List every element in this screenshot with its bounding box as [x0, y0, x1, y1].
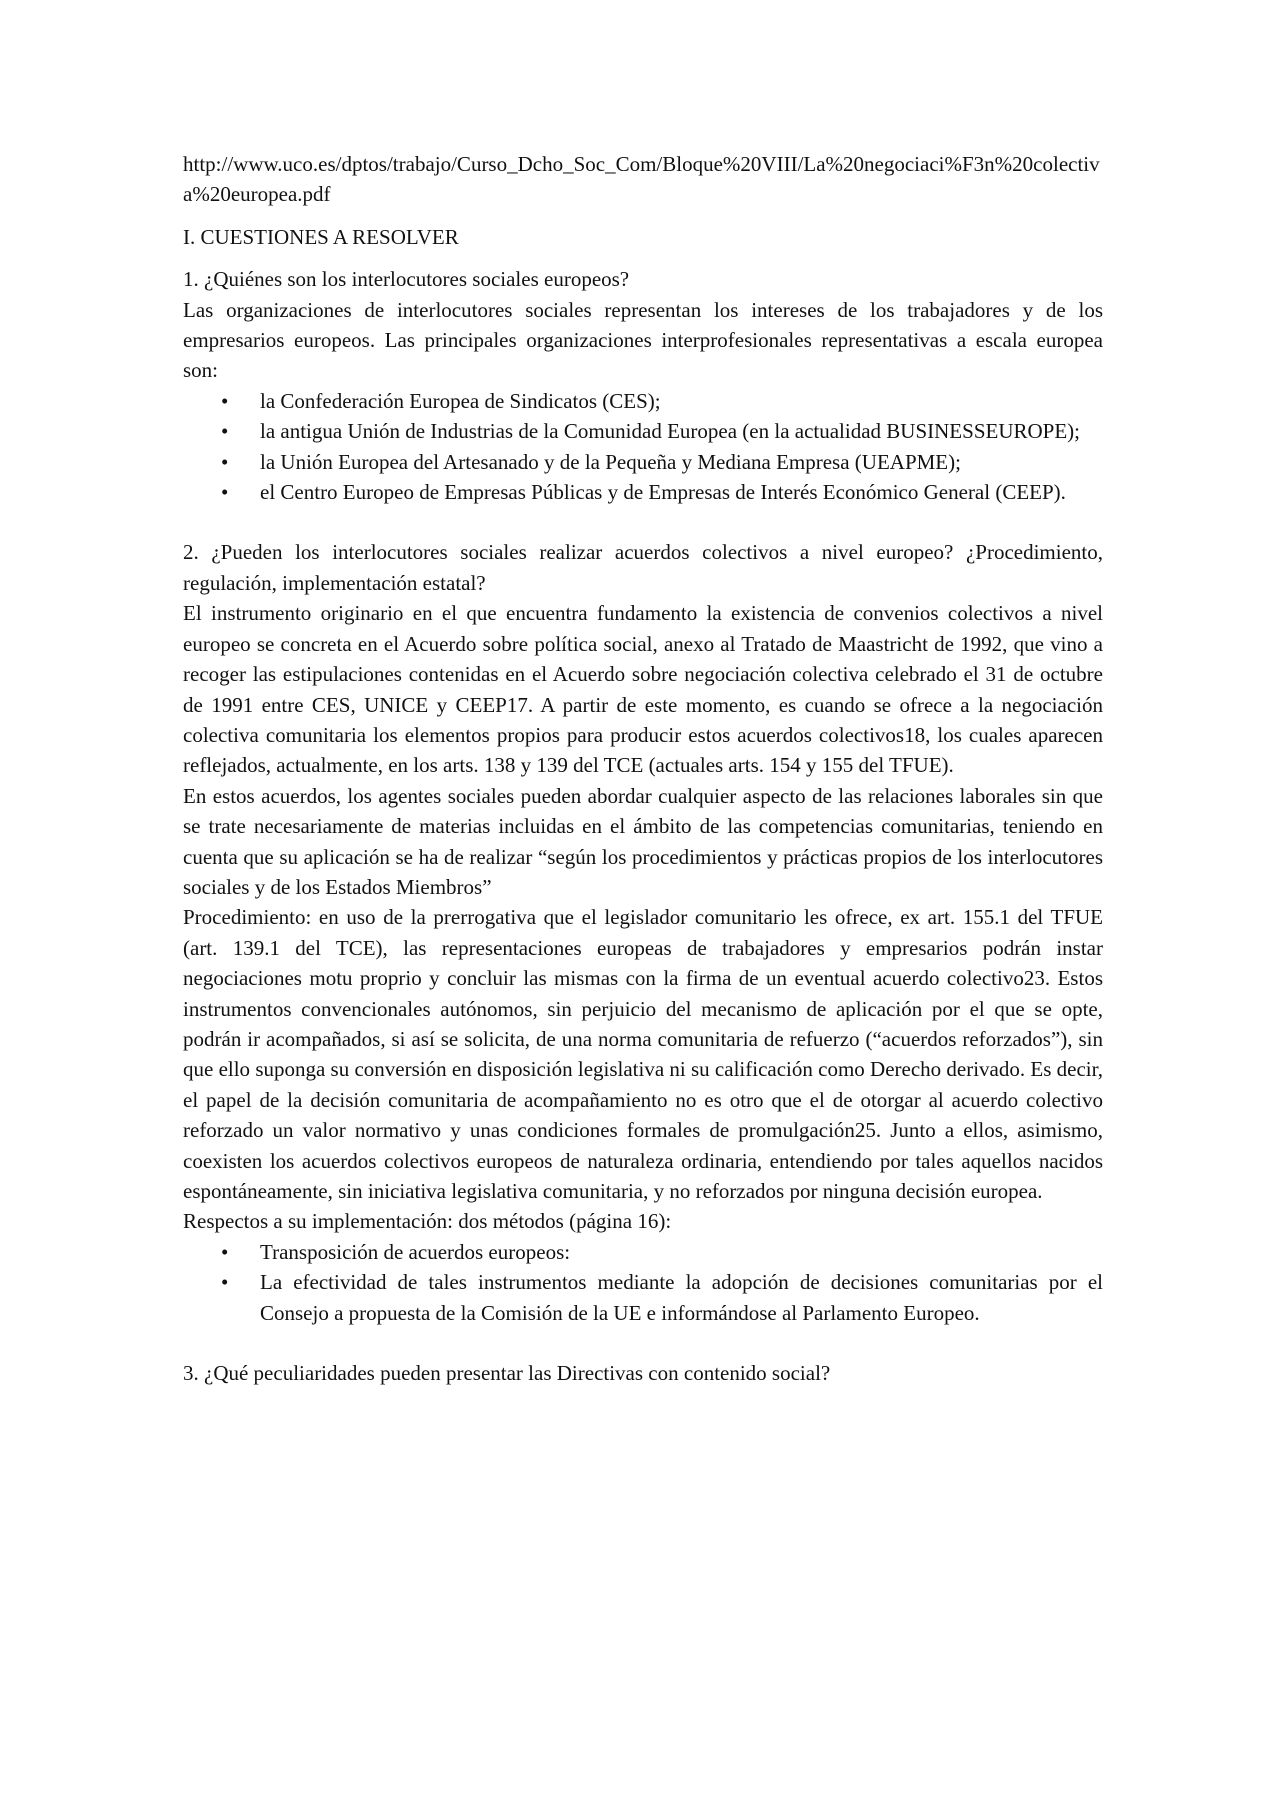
- bullet-icon: •: [221, 419, 229, 444]
- implementation-methods-list: [183, 1237, 1103, 1328]
- section-title: I. CUESTIONES A RESOLVER: [183, 224, 459, 249]
- answer-1-intro: Las organizaciones de interlocutores sociales representan los intereses de los trabajadores y de los empresarios europeos. Las principales organizaciones interprofesionales representativas a escala europea son:: [183, 297, 1103, 383]
- spacer: [183, 507, 1103, 537]
- answer-2-paragraph: Respectos a su implementación: dos métodos (página 16):: [183, 1209, 672, 1234]
- bullet-icon: •: [221, 480, 229, 505]
- question-2: 2. ¿Pueden los interlocutores sociales realizar acuerdos colectivos a nivel europeo? ¿Procedimiento, regulación, implementación estatal?: [183, 540, 1103, 595]
- bullet-icon: •: [221, 1270, 229, 1295]
- bullet-icon: •: [221, 388, 229, 413]
- list-item: • La efectividad de tales instrumentos mediante la adopción de decisiones comunitarias por el Consejo a propuesta de la Comisión de la UE e informándose al Parlamento Europeo.: [183, 1267, 1103, 1328]
- list-item: • Transposición de acuerdos europeos:: [183, 1237, 1103, 1267]
- answer-2-paragraph: Procedimiento: en uso de la prerrogativa que el legislador comunitario les ofrece, ex art. 155.1 del TFUE (art. 139.1 del TCE), las representaciones europeas de trabajadores y empresarios podrán instar negociaciones motu proprio y concluir las mismas con la firma de un eventual acuerdo colectivo23. Estos instrumentos convencionales autónomos, sin perjuicio del mecanismo de aplicación por el que se opte, podrán ir acompañados, si así se solicita, de una norma comunitaria de refuerzo (“acuerdos reforzados”), sin que ello suponga su conversión en disposición legislativa ni su calificación como Derecho derivado. Es decir, el papel de la decisión comunitaria de acompañamiento no es otro que el de otorgar al acuerdo colectivo reforzado un valor normativo y unas condiciones formales de promulgación25. Junto a ellos, asimismo, coexisten los acuerdos colectivos europeos de naturaleza ordinaria, entendiendo por tales aquellos nacidos espontáneamente, sin iniciativa legislativa comunitaria, y no reforzados por ninguna decisión europea.: [183, 905, 1103, 1203]
- document-body: [183, 149, 1103, 1388]
- question-1: 1. ¿Quiénes son los interlocutores sociales europeos?: [183, 267, 630, 292]
- bullet-icon: •: [221, 1239, 229, 1264]
- answer-2-paragraph: El instrumento originario en el que encuentra fundamento la existencia de convenios colectivos a nivel europeo se concreta en el Acuerdo sobre política social, anexo al Tratado de Maastricht de 1992, que vino a recoger las estipulaciones contenidas en el Acuerdo sobre negociación colectiva celebrado el 31 de octubre de 1991 entre CES, UNICE y CEEP17. A partir de este momento, es cuando se ofrece a la negociación colectiva comunitaria los elementos propios para producir estos acuerdos colectivos18, los cuales aparecen reflejados, actualmente, en los arts. 138 y 139 del TCE (actuales arts. 154 y 155 del TFUE).: [183, 601, 1103, 778]
- answer-2-paragraph: En estos acuerdos, los agentes sociales pueden abordar cualquier aspecto de las relaciones laborales sin que se trate necesariamente de materias incluidas en el ámbito de las competencias comunitarias, teniendo en cuenta que su aplicación se ha de realizar “según los procedimientos y prácticas propios de los interlocutores sociales y de los Estados Miembros”: [183, 783, 1103, 899]
- list-item: • el Centro Europeo de Empresas Públicas y de Empresas de Interés Económico General (CEEP).: [183, 477, 1103, 507]
- question-3: 3. ¿Qué peculiaridades pueden presentar las Directivas con contenido social?: [183, 1361, 831, 1386]
- list-item: • la antigua Unión de Industrias de la Comunidad Europea (en la actualidad BUSINESSEUROPE);: [183, 416, 1103, 446]
- bullet-icon: •: [221, 449, 229, 474]
- list-item: • la Unión Europea del Artesanado y de la Pequeña y Mediana Empresa (UEAPME);: [183, 447, 1103, 477]
- list-item: • la Confederación Europea de Sindicatos (CES);: [183, 386, 1103, 416]
- organizations-list: [183, 386, 1103, 508]
- spacer: [183, 1328, 1103, 1358]
- source-url[interactable]: http://www.uco.es/dptos/trabajo/Curso_Dcho_Soc_Com/Bloque%20VIII/La%20negociaci%F3n%20colectiva%20europea.pdf: [183, 152, 1100, 207]
